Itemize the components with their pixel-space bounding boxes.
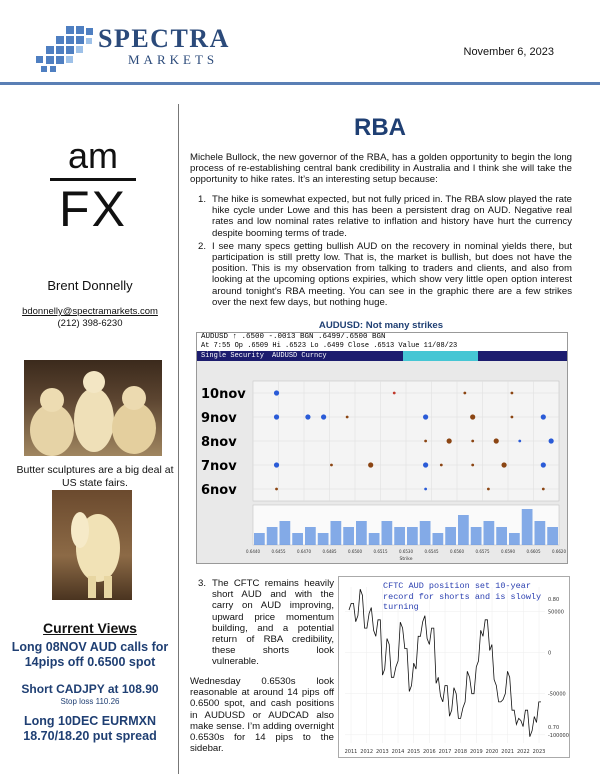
sidebar <box>0 86 180 778</box>
list-text: The hike is somewhat expected, but not fully priced in. The RBA slow played the rate hike cycle under Lowe and this has been a persistent drag on AUD. Negative real rates and low nominal rates relative to inflation and history have hurt the currency despite booming terms of trade. <box>212 194 572 239</box>
author-phone: (212) 398-6230 <box>57 318 123 329</box>
strike-point <box>423 462 428 467</box>
x-tick-label: 2016 <box>422 749 436 755</box>
day-label: 9nov <box>201 411 237 426</box>
x-tick-label: 0.6620 <box>552 549 566 554</box>
x-tick-label: 0.6560 <box>450 549 464 554</box>
terminal-stats-row: At 7:55 Op .6509 Hi .6523 Lo .6499 Close .6513 Value 11/08/23 <box>197 342 567 351</box>
strike-point <box>470 414 475 419</box>
x-tick-label: 2013 <box>375 749 389 755</box>
current-views-heading: Current Views <box>43 620 137 636</box>
list-item <box>190 194 572 239</box>
x-tick-label: 2018 <box>454 749 468 755</box>
strike-point <box>424 488 427 491</box>
strike-point <box>274 414 279 419</box>
butter-cow-image <box>52 490 132 600</box>
histogram-bar <box>343 527 354 545</box>
strike-point <box>542 488 545 491</box>
strike-point <box>471 440 474 443</box>
cftc-chart-title: CFTC AUD position set 10-year record for shorts and is slowly turning <box>383 581 542 612</box>
x-tick-label: 2021 <box>501 749 515 755</box>
strike-point <box>274 390 279 395</box>
strike-point <box>305 414 310 419</box>
y-tick-label: -100000 <box>548 732 569 739</box>
list-item <box>190 578 334 668</box>
list-number: 2. <box>198 240 207 252</box>
masthead <box>48 135 138 237</box>
day-label: 8nov <box>201 435 237 450</box>
x-tick-label: 0.6530 <box>399 549 413 554</box>
article-points <box>190 194 572 310</box>
options-expiry-terminal <box>196 332 568 564</box>
strike-point <box>423 414 428 419</box>
brand-line1: SPECTRA <box>98 24 230 53</box>
strike-point <box>494 438 499 443</box>
histogram-bar <box>445 527 456 545</box>
day-label: 10nov <box>201 387 246 402</box>
list-text: I see many specs getting bullish AUD on the recovery in nominal yields there, but participation is still pretty low. That is, the market is bullish, but does not have the position. This is my observation from talking to traders and clients, and also from looking at the upcoming options expiries, which show very little open option interest around tonight’s RBA meeting. You can see in the graphic there are a few strikes over the next few days, but nothing huge. <box>212 240 572 308</box>
list-number: 1. <box>198 194 207 205</box>
x-tick-label: 2023 <box>532 749 546 755</box>
histogram-bar <box>305 527 316 545</box>
view-item: Long 08NOV AUD calls for 14pips off 0.6500 spot <box>11 640 169 669</box>
terminal-tab-security[interactable]: Single Security <box>201 352 265 360</box>
histogram-bar <box>471 527 482 545</box>
strike-point <box>549 438 554 443</box>
masthead-top: am <box>67 135 118 176</box>
x-tick-label: 0.6455 <box>271 549 286 554</box>
publication-date: November 6, 2023 <box>463 46 554 58</box>
strike-point <box>346 416 349 419</box>
x-tick-label: 0.6500 <box>348 549 362 554</box>
view-item: Short CADJPY at 108.90 <box>21 682 159 696</box>
histogram-bar <box>407 527 418 545</box>
x-tick-label: 0.6605 <box>526 549 541 554</box>
list-item <box>190 241 572 308</box>
strike-point <box>541 462 546 467</box>
x-tick-label: 0.6545 <box>424 549 439 554</box>
list-number: 3. <box>198 578 207 589</box>
list-text: The CFTC remains heavily short AUD and with the carry on AUD improving, upward price momentum building, and a potential return of RBA credibility, these shorts look vulnerable. <box>212 578 334 668</box>
histogram-bar <box>292 533 303 545</box>
header-rule <box>0 82 600 85</box>
x-tick-label: 0.6470 <box>297 549 311 554</box>
strike-point <box>368 462 373 467</box>
strike-point <box>393 392 396 395</box>
strike-point <box>440 464 443 467</box>
strike-point <box>447 438 452 443</box>
strike-point <box>463 392 466 395</box>
article-point-3 <box>190 578 334 668</box>
author-email-link[interactable]: bdonnelly@spectramarkets.com <box>22 306 158 317</box>
x-tick-label: 0.6575 <box>475 549 490 554</box>
y-tick-label: 50000 <box>548 609 564 616</box>
day-label: 6nov <box>201 483 237 498</box>
x-tick-label: 0.6515 <box>373 549 388 554</box>
strikes-chart-title: AUDUSD: Not many strikes <box>318 320 444 331</box>
y2-tick-label: 0.70 <box>548 725 560 731</box>
histogram-bar <box>394 527 405 545</box>
terminal-tab-ticker[interactable]: AUDUSD Curncy <box>272 352 327 360</box>
strike-point <box>274 462 279 467</box>
brand-line2: MARKETS <box>128 52 219 67</box>
article-closing: Wednesday 0.6530s look reasonable at around 14 pips off 0.6500 spot, and cash positions in AUDUSD or AUDCAD also make sense. I’m adding overnight 0.6530s for 14 pips to the sidebar. <box>190 676 334 755</box>
article-intro: Michele Bullock, the new governor of the RBA, has a golden opportunity to begin the long process of re-establishing central bank credibility in Australia and I think she will take the opportunity to hike rates. It’s an interesting setup because: <box>190 152 572 186</box>
strike-point <box>487 488 490 491</box>
histogram-bar <box>331 521 342 545</box>
histogram-bar <box>369 533 380 545</box>
brand-wordmark <box>98 24 230 68</box>
strikes-chart <box>197 375 568 563</box>
terminal-tab-highlight <box>403 351 478 361</box>
author-name: Brent Donnelly <box>47 278 133 293</box>
butter-cow-photo <box>52 490 132 600</box>
x-tick-label: 2020 <box>485 749 499 755</box>
strike-point <box>511 392 514 395</box>
strike-point <box>511 416 514 419</box>
x-tick-label: 0.6440 <box>246 549 260 554</box>
y2-tick-label: 0.80 <box>548 597 560 603</box>
histogram-bar <box>254 533 265 545</box>
x-tick-label: 0.6485 <box>322 549 337 554</box>
strike-point <box>471 464 474 467</box>
histogram-bar <box>535 521 546 545</box>
x-tick-label: 2019 <box>469 749 483 755</box>
strike-point <box>321 414 326 419</box>
histogram-bar <box>522 509 533 545</box>
strike-point <box>275 488 278 491</box>
butter-figures-image <box>24 360 162 456</box>
photo-caption: Butter sculptures are a big deal at US state fairs. <box>16 464 174 489</box>
strike-point <box>541 414 546 419</box>
terminal-tab-row <box>197 351 567 361</box>
histogram-bar <box>509 533 520 545</box>
strike-point <box>424 440 427 443</box>
x-tick-label: 0.6590 <box>501 549 515 554</box>
x-tick-label: 2011 <box>344 749 358 755</box>
x-axis-label: Strike <box>399 557 413 562</box>
x-tick-label: 2017 <box>438 749 452 755</box>
page-header <box>0 0 600 84</box>
x-tick-label: 2012 <box>360 749 374 755</box>
histogram-bar <box>356 521 367 545</box>
y-tick-label: -50000 <box>548 691 566 698</box>
strike-point <box>330 464 333 467</box>
histogram-bar <box>547 527 558 545</box>
day-label: 7nov <box>201 459 237 474</box>
histogram-bar <box>420 521 431 545</box>
histogram-bar <box>267 527 278 545</box>
view-item: Long 10DEC EURMXN 18.70/18.20 put spread <box>23 714 157 743</box>
butter-sculpture-photo <box>24 360 162 456</box>
terminal-quote-row: AUDUSD ↑ .6500 -.0013 BGN .6499/.6500 BGN <box>197 333 567 342</box>
histogram-bar <box>280 521 291 545</box>
x-tick-label: 2022 <box>516 749 530 755</box>
histogram-bar <box>484 521 495 545</box>
histogram-bar <box>458 515 469 545</box>
cftc-chart <box>338 576 570 758</box>
histogram-bar <box>318 533 329 545</box>
article-title: RBA <box>354 114 406 141</box>
histogram-bar <box>433 533 444 545</box>
strike-point <box>518 440 521 443</box>
y-tick-label: 0 <box>548 650 552 657</box>
view-stop-loss: Stop loss 110.26 <box>60 697 120 706</box>
strike-point <box>501 462 506 467</box>
x-tick-label: 2015 <box>407 749 421 755</box>
spectra-logo-icon <box>36 26 94 74</box>
x-tick-label: 2014 <box>391 749 405 755</box>
histogram-bar <box>496 527 507 545</box>
masthead-bottom: FX <box>59 181 127 237</box>
histogram-bar <box>382 521 393 545</box>
